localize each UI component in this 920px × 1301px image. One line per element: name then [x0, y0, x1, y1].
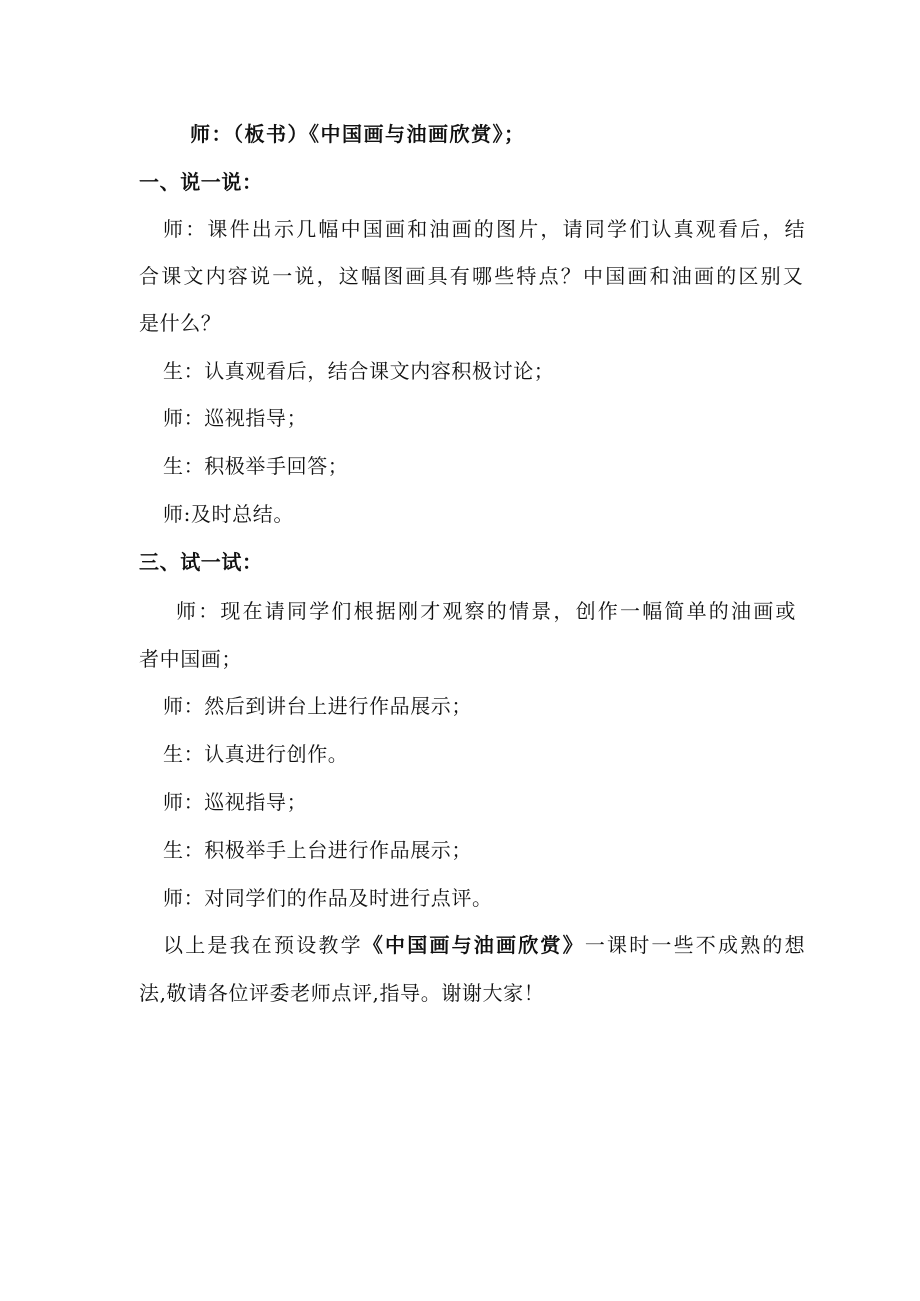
dialogue-line: 师:及时总结。 — [163, 502, 294, 526]
closing-prefix: 以上是我在预设教学 — [163, 933, 363, 957]
paragraph-line: 合课文内容说一说，这幅图画具有哪些特点？中国画和油画的区别又 — [139, 264, 805, 288]
board-title-line: 师：（板书）《中国画与油画欣赏》； — [190, 122, 526, 146]
section-heading-try: 三、试一试： — [139, 550, 263, 574]
paragraph-line: 者中国画； — [139, 647, 242, 671]
dialogue-line: 师：对同学们的作品及时进行点评。 — [163, 886, 493, 910]
dialogue-line: 生：认真进行创作。 — [163, 742, 349, 766]
dialogue-line: 师：巡视指导； — [163, 406, 308, 430]
dialogue-line: 生：认真观看后，结合课文内容积极讨论； — [163, 359, 555, 383]
closing-suffix: 一课时一些不成熟的想 — [584, 933, 807, 957]
dialogue-line: 师：巡视指导； — [163, 790, 308, 814]
dialogue-line: 生：积极举手上台进行作品展示； — [163, 838, 472, 862]
paragraph-line: 是什么？ — [139, 311, 222, 335]
paragraph-line: 师：课件出示几幅中国画和油画的图片，请同学们认真观看后，结 — [163, 217, 807, 241]
section-heading-discuss: 一、说一说： — [139, 170, 263, 194]
closing-line — [163, 931, 813, 959]
dialogue-line: 生：积极举手回答； — [163, 454, 349, 478]
closing-title: 《中国画与油画欣赏》 — [362, 933, 585, 957]
paragraph-line: 师：现在请同学们根据刚才观察的情景，创作一幅简单的油画或 — [176, 599, 798, 623]
dialogue-line: 师：然后到讲台上进行作品展示； — [163, 694, 472, 718]
closing-line: 法,敬请各位评委老师点评,指导。谢谢大家！ — [139, 981, 545, 1005]
